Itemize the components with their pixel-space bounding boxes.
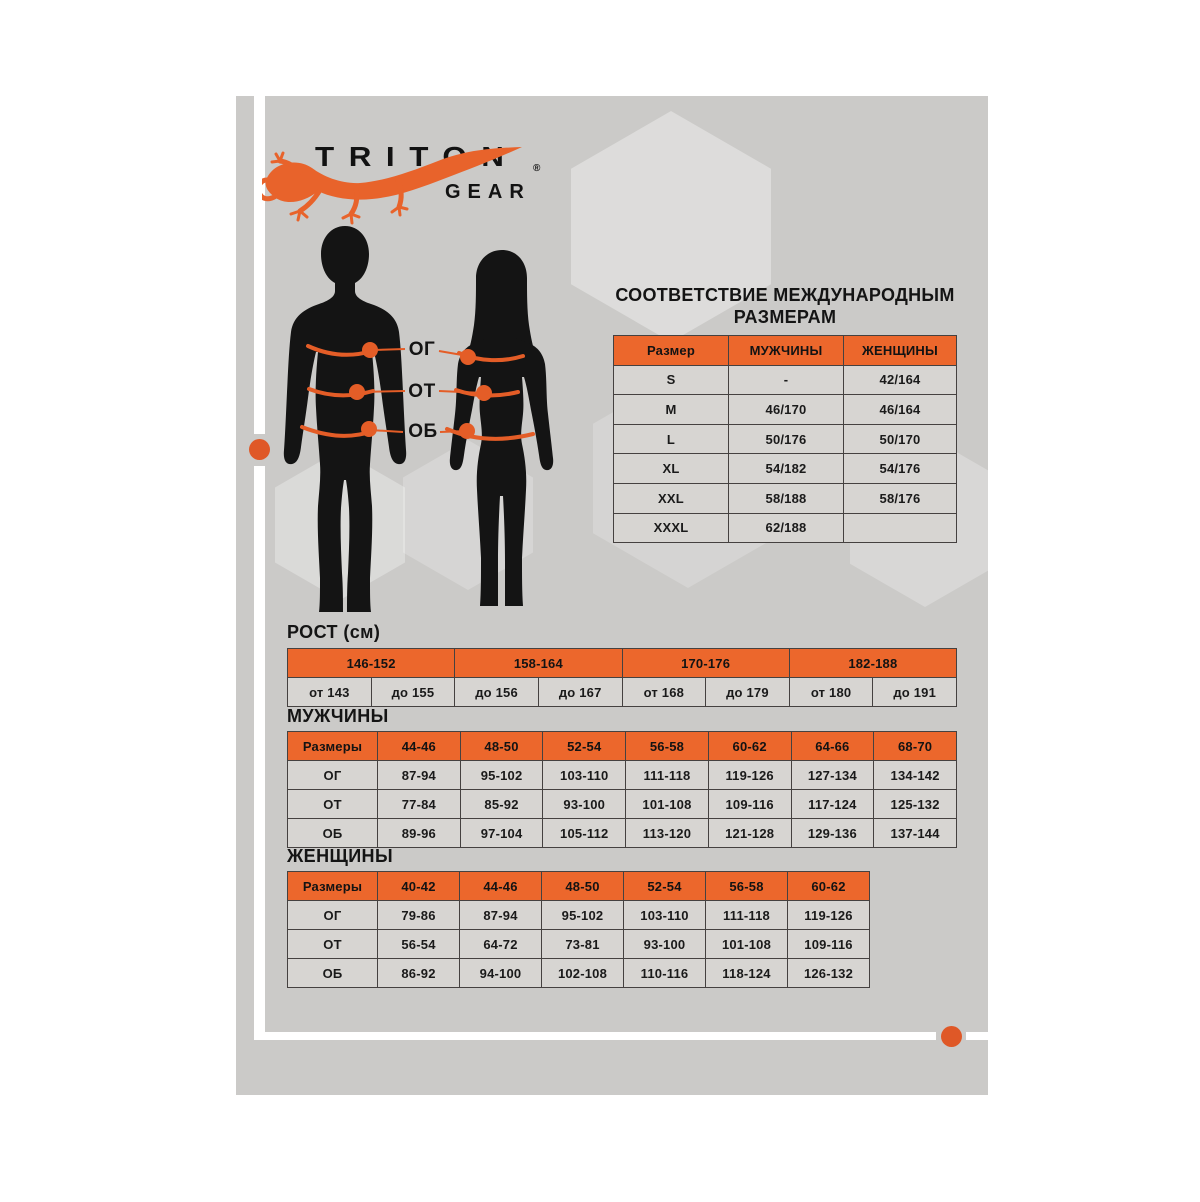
value-cell: 87-94 (460, 901, 542, 930)
height-range-cell: 182-188 (789, 649, 956, 678)
value-cell: 93-100 (624, 930, 706, 959)
value-cell: 129-136 (791, 819, 874, 848)
value-cell: 119-126 (788, 901, 870, 930)
value-cell: 125-132 (874, 790, 957, 819)
value-cell: 94-100 (460, 959, 542, 988)
men-value-cell: 46/170 (729, 395, 844, 425)
height-limit-cell: до 155 (371, 678, 455, 707)
triton-lizard-icon (262, 135, 562, 225)
height-limit-cell: до 156 (455, 678, 539, 707)
triton-gear-logo (262, 135, 562, 225)
intl-header-row (614, 336, 957, 366)
horizontal-accent-line (966, 1032, 988, 1040)
table-row (288, 901, 870, 930)
men-value-cell: 62/188 (729, 513, 844, 543)
registered-trademark: ® (533, 163, 541, 174)
value-cell: 105-112 (543, 819, 626, 848)
value-cell: 110-116 (624, 959, 706, 988)
intl-table-title (608, 284, 962, 328)
orange-dot (941, 1026, 962, 1047)
men-header-cell: 44-46 (378, 732, 461, 761)
women-value-cell: 54/176 (844, 454, 957, 484)
table-row (288, 678, 957, 707)
table-row (614, 365, 957, 395)
value-cell: 87-94 (378, 761, 461, 790)
men-header-cell: 64-66 (791, 732, 874, 761)
value-cell: 101-108 (626, 790, 709, 819)
men-value-cell: 58/188 (729, 483, 844, 513)
men-value-cell: 50/176 (729, 424, 844, 454)
value-cell: 113-120 (626, 819, 709, 848)
men-value-cell: - (729, 365, 844, 395)
size-cell: XXL (614, 483, 729, 513)
men-size-table (287, 731, 957, 848)
brand-name: TRITON (315, 141, 519, 172)
men-header-cell: 48-50 (460, 732, 543, 761)
value-cell: 95-102 (542, 901, 624, 930)
men-header-cell: 52-54 (543, 732, 626, 761)
hip-label: ОБ (408, 421, 438, 442)
value-cell: 109-116 (788, 930, 870, 959)
value-cell: 111-118 (626, 761, 709, 790)
value-cell: 119-126 (708, 761, 791, 790)
women-header-cell: Размеры (288, 872, 378, 901)
table-row (288, 761, 957, 790)
women-header-cell: 44-46 (460, 872, 542, 901)
women-header-cell: 52-54 (624, 872, 706, 901)
row-label-cell: ОБ (288, 819, 378, 848)
intl-title-line2: РАЗМЕРАМ (733, 307, 837, 327)
height-limit-cell: от 168 (622, 678, 706, 707)
value-cell: 64-72 (460, 930, 542, 959)
height-header-row (288, 649, 957, 678)
men-header-cell: 60-62 (708, 732, 791, 761)
men-header-row (288, 732, 957, 761)
intl-title-line1: СООТВЕТСТВИЕ МЕЖДУНАРОДНЫМ (615, 285, 955, 305)
value-cell: 101-108 (706, 930, 788, 959)
value-cell: 137-144 (874, 819, 957, 848)
female-silhouette (450, 336, 553, 606)
orange-dot (249, 439, 270, 460)
table-row (614, 424, 957, 454)
value-cell: 85-92 (460, 790, 543, 819)
size-cell: XXXL (614, 513, 729, 543)
row-label-cell: ОГ (288, 901, 378, 930)
value-cell: 103-110 (543, 761, 626, 790)
brand-subname: GEAR (445, 181, 531, 203)
height-limit-cell: от 180 (789, 678, 873, 707)
table-row (288, 819, 957, 848)
height-range-cell: 146-152 (288, 649, 455, 678)
row-label-cell: ОТ (288, 790, 378, 819)
height-range-cell: 170-176 (622, 649, 789, 678)
women-size-table (287, 871, 870, 988)
value-cell: 127-134 (791, 761, 874, 790)
value-cell: 56-54 (378, 930, 460, 959)
value-cell: 117-124 (791, 790, 874, 819)
vertical-accent-line (254, 466, 265, 1040)
women-value-cell: 50/170 (844, 424, 957, 454)
women-section-label: ЖЕНЩИНЫ (287, 846, 393, 866)
value-cell: 73-81 (542, 930, 624, 959)
waist-label: ОТ (408, 381, 436, 402)
size-cell: XL (614, 454, 729, 484)
intl-header-cell: МУЖЧИНЫ (729, 336, 844, 366)
value-cell: 109-116 (708, 790, 791, 819)
women-value-cell: 46/164 (844, 395, 957, 425)
table-row (614, 395, 957, 425)
chest-label: ОГ (408, 339, 436, 360)
women-header-row (288, 872, 870, 901)
value-cell: 126-132 (788, 959, 870, 988)
value-cell: 118-124 (706, 959, 788, 988)
value-cell: 79-86 (378, 901, 460, 930)
row-label-cell: ОБ (288, 959, 378, 988)
value-cell: 103-110 (624, 901, 706, 930)
men-header-cell: 68-70 (874, 732, 957, 761)
value-cell: 111-118 (706, 901, 788, 930)
women-header-cell: 40-42 (378, 872, 460, 901)
table-row (614, 513, 957, 543)
table-row (288, 790, 957, 819)
male-silhouette (284, 226, 406, 612)
women-value-cell (844, 513, 957, 543)
value-cell: 97-104 (460, 819, 543, 848)
women-header-cell: 56-58 (706, 872, 788, 901)
value-cell: 93-100 (543, 790, 626, 819)
intl-size-table (613, 335, 957, 543)
row-label-cell: ОГ (288, 761, 378, 790)
women-header-cell: 60-62 (788, 872, 870, 901)
value-cell: 102-108 (542, 959, 624, 988)
value-cell: 86-92 (378, 959, 460, 988)
men-value-cell: 54/182 (729, 454, 844, 484)
height-limit-cell: до 191 (873, 678, 957, 707)
row-label-cell: ОТ (288, 930, 378, 959)
table-row (288, 930, 870, 959)
horizontal-accent-line (265, 1032, 936, 1040)
women-value-cell: 58/176 (844, 483, 957, 513)
men-section-label: МУЖЧИНЫ (287, 706, 389, 726)
value-cell: 134-142 (874, 761, 957, 790)
intl-header-cell: ЖЕНЩИНЫ (844, 336, 957, 366)
size-cell: M (614, 395, 729, 425)
height-limit-cell: до 179 (706, 678, 790, 707)
intl-header-cell: Размер (614, 336, 729, 366)
table-row (614, 483, 957, 513)
height-range-cell: 158-164 (455, 649, 622, 678)
height-section-label: РОСТ (см) (287, 622, 381, 642)
table-row (614, 454, 957, 484)
height-limit-cell: от 143 (288, 678, 372, 707)
value-cell: 77-84 (378, 790, 461, 819)
table-row (288, 959, 870, 988)
men-header-cell: Размеры (288, 732, 378, 761)
women-value-cell: 42/164 (844, 365, 957, 395)
size-cell: L (614, 424, 729, 454)
women-header-cell: 48-50 (542, 872, 624, 901)
size-cell: S (614, 365, 729, 395)
height-limit-cell: до 167 (538, 678, 622, 707)
men-header-cell: 56-58 (626, 732, 709, 761)
height-table (287, 648, 957, 707)
value-cell: 89-96 (378, 819, 461, 848)
value-cell: 95-102 (460, 761, 543, 790)
value-cell: 121-128 (708, 819, 791, 848)
